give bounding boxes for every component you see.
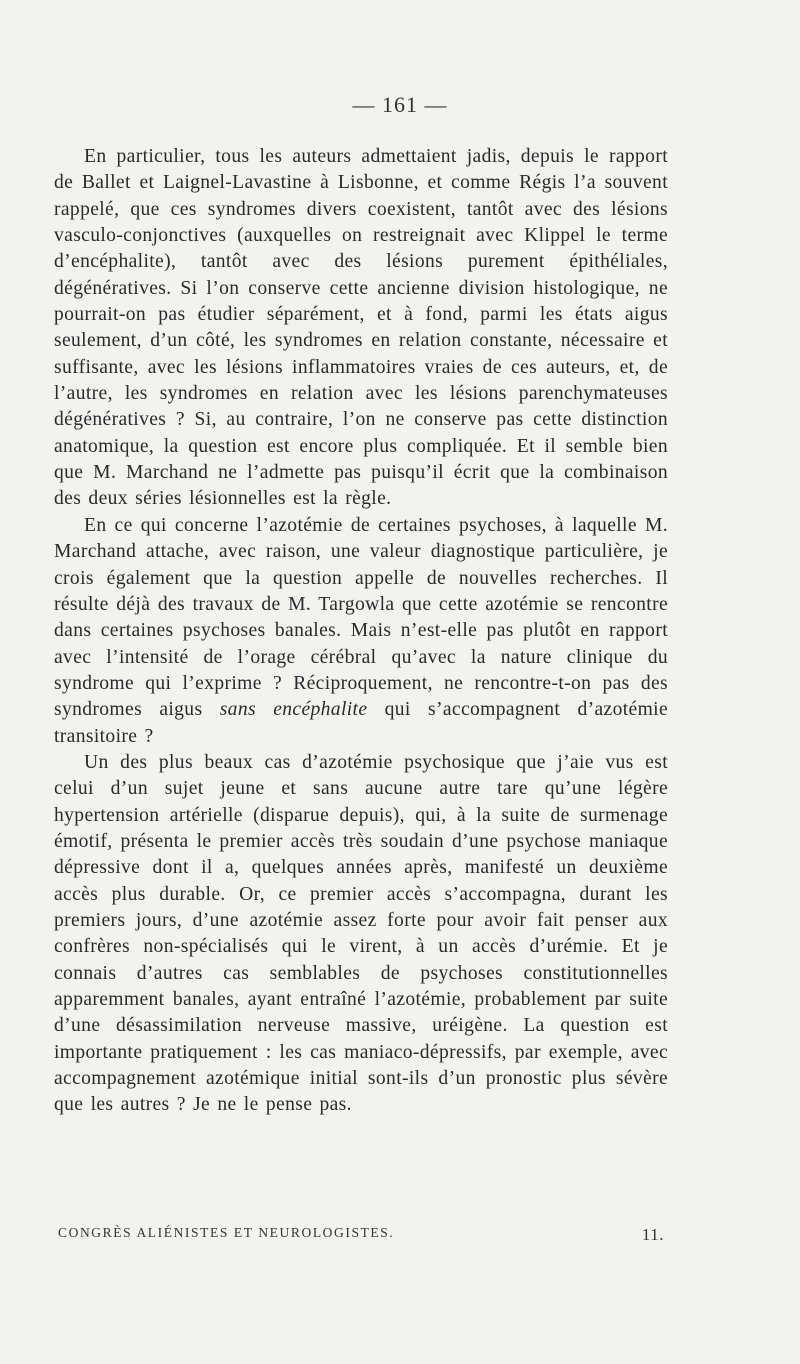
footer-running-title: CONGRÈS ALIÉNISTES ET NEUROLOGISTES.: [58, 1225, 395, 1240]
paragraph-1: En particulier, tous les auteurs admettaient jadis, depuis le rapport de Ballet et Laignel-Lavastine à Lisbonne, et comme Régis l’a souvent rappelé, que ces syndromes divers coexistent, tantôt avec des lésions vasculo-conjonctives (auxquelles on restreignait avec Klippel le terme d’encéphalite), tantôt avec des lésions purement épithéliales, dégénératives. Si l’on conserve cette ancienne division histologique, ne pourrait-on pas étudier séparément, et à fond, parmi les états aigus seulement, d’un côté, les syndromes en relation constante, nécessaire et suffisante, avec les lésions inflammatoires vraies de ces auteurs, et, de l’autre, les syndromes en relation avec les lésions parenchymateuses dégénératives ? Si, au contraire, l’on ne conserve pas cette distinction anatomique, la question est encore plus compliquée. Et il semble bien que M. Marchand ne l’admette pas puisqu’il écrit que la combinaison des deux séries lésionnelles est la règle.: [54, 146, 668, 510]
paragraph-3: Un des plus beaux cas d’azotémie psychosique que j’aie vus est celui d’un sujet jeune et sans aucune autre tare qu’une légère hypertension artérielle (disparue depuis), qui, à la suite de surmenage émotif, présenta le premier accès très soudain d’une psychose maniaque dépressive dont il a, quelques années après, manifesté un deuxième accès plus durable. Or, ce premier accès s’accompagna, durant les premiers jours, d’une azotémie assez forte pour avoir fait penser aux confrères non-spécialisés qui le virent, à un accès d’urémie. Et je connais d’autres cas semblables de psychoses constitutionnelles apparemment banales, ayant entraîné l’azotémie, probablement par suite d’une désassimilation nerveuse massive, uréigène. La question est importante pratiquement : les cas maniaco-dépressifs, par exemple, avec accompagnement azotémique initial sont-ils d’un pronostic plus sévère que les autres ? Je ne le pense pas.: [54, 751, 668, 1116]
paragraph-2-text-after: qui s’accompagnent d’azotémie transitoire ?: [54, 699, 668, 747]
body-text: [54, 144, 668, 1119]
paragraph-2: [54, 513, 668, 750]
page-footer: [58, 1225, 664, 1244]
page-number: — 161 —: [352, 92, 448, 117]
paragraph-2-emphasis: sans encéphalite: [219, 699, 368, 721]
footer-signature-mark: 11.: [641, 1225, 664, 1244]
paragraph-2-text-before: En ce qui concerne l’azotémie de certaines psychoses, à laquelle M. Marchand attache, avec raison, une valeur diagnostique particulière, je crois également que la question appelle de nouvelles recherches. Il résulte déjà des travaux de M. Targowla que cette azotémie se rencontre dans certaines psychoses banales. Mais n’est-elle pas plutôt en rapport avec l’intensité de l’orage cérébral qu’avec la nature clinique du syndrome qui l’exprime ? Réciproquement, ne rencontre-t-on pas des syndromes aigus: [54, 514, 668, 721]
